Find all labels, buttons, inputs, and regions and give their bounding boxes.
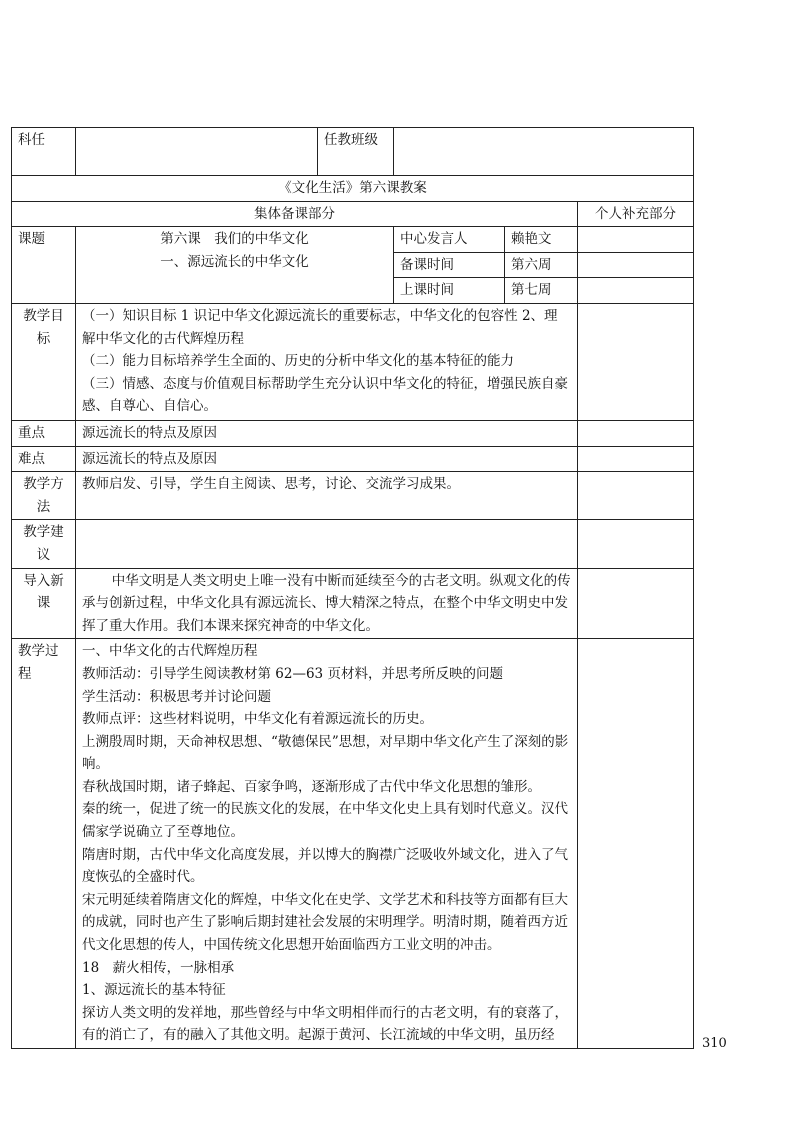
suggestion-label: 教学建议	[12, 520, 76, 568]
process-qin-han: 秦的统一，促进了统一的民族文化的发展，在中华文化史上具有划时代意义。汉代儒家学说确立了至尊地位。	[82, 801, 568, 841]
collective-section-heading: 集体备课部分	[12, 201, 578, 227]
personal-cell-class-time	[578, 278, 694, 304]
process-heading: 一、中华文化的古代辉煌历程	[82, 643, 258, 660]
process-label: 教学过程	[12, 639, 76, 1049]
intro-content	[76, 568, 578, 639]
process-subheading: 18 薪火相传，一脉相承	[82, 959, 235, 976]
topic-cell	[76, 227, 394, 304]
goal-knowledge: （一）知识目标 1 识记中华文化源远流长的重要标志，中华文化的包容性 2、理解中华文化的古代辉煌历程	[82, 307, 558, 347]
goal-attitude: （三）情感、态度与价值观目标帮助学生充分认识中华文化的特征，增强民族自豪感、自尊心、自信心。	[82, 375, 568, 415]
topic-line-1: 第六课 我们的中华文化	[160, 231, 309, 248]
process-feature-heading: 1、源远流长的基本特征	[82, 982, 226, 999]
personal-cell-method	[578, 472, 694, 520]
class-value	[394, 128, 694, 176]
teacher-value	[76, 128, 318, 176]
key-point-label: 重点	[12, 420, 76, 446]
goals-content	[76, 303, 578, 420]
personal-cell-intro	[578, 568, 694, 639]
lesson-plan-table	[11, 127, 694, 1049]
process-content	[76, 639, 578, 1049]
key-point-value: 源远流长的特点及原因	[76, 420, 578, 446]
prep-time-label: 备课时间	[394, 252, 505, 278]
intro-text: 中华文明是人类文明史上唯一没有中断而延续至今的古老文明。纵观文化的传承与创新过程，中华文化具有源远流长、博大精深之特点，在整个中华文明史中发挥了重大作用。我们本课来探究神奇的中华文化。	[82, 572, 571, 634]
header-row	[12, 128, 694, 176]
process-song-yuan-ming: 宋元明延续着隋唐文化的辉煌，中华文化在史学、文学艺术和科技等方面都有巨大的成就，同时也产生了影响后期封建社会发展的宋明理学。明清时期，随着西方近代文化思想的传人，中国传统文化思想开始面临西方工业文明的冲击。	[82, 891, 568, 954]
difficulty-label: 难点	[12, 446, 76, 472]
teacher-label: 科任	[12, 128, 76, 176]
difficulty-value: 源远流长的特点及原因	[76, 446, 578, 472]
suggestion-value	[76, 520, 578, 568]
method-label: 教学方法	[12, 472, 76, 520]
class-time-value: 第七周	[505, 278, 578, 304]
personal-cell-speaker	[578, 227, 694, 253]
personal-cell-key-point	[578, 420, 694, 446]
teacher-comment: 教师点评：这些材料说明，中华文化有着源远流长的历史。	[82, 711, 433, 728]
method-value: 教师启发、引导，学生自主阅读、思考，讨论、交流学习成果。	[76, 472, 578, 520]
goals-label: 教学目标	[12, 303, 76, 420]
class-time-label: 上课时间	[394, 278, 505, 304]
topic-line-2: 一、源远流长的中华文化	[160, 253, 309, 270]
personal-cell-process	[578, 639, 694, 1049]
personal-cell-difficulty	[578, 446, 694, 472]
intro-label: 导入新课	[12, 568, 76, 639]
class-label: 任教班级	[318, 128, 394, 176]
process-sui-tang: 隋唐时期，古代中华文化高度发展，并以博大的胸襟广泛吸收外域文化，进入了气度恢弘的全盛时代。	[82, 846, 568, 886]
speaker-value: 赖艳文	[505, 227, 578, 253]
page-number: 310	[702, 1036, 727, 1051]
personal-cell-prep	[578, 252, 694, 278]
process-civilization-text: 探访人类文明的发祥地，那些曾经与中华文明相伴而行的古老文明，有的衰落了，有的消亡了，有的融入了其他文明。起源于黄河、长江流域的中华文明，虽历经	[82, 1004, 568, 1044]
personal-cell-suggestion	[578, 520, 694, 568]
topic-label: 课题	[12, 227, 76, 304]
teacher-activity: 教师活动：引导学生阅读教材第 62—63 页材料，并思考所反映的问题	[82, 665, 503, 682]
process-spring-autumn: 春秋战国时期，诸子蜂起、百家争鸣，逐渐形成了古代中华文化思想的雏形。	[82, 778, 541, 795]
prep-time-value: 第六周	[505, 252, 578, 278]
process-yin-zhou: 上溯殷周时期，天命神权思想、“敬德保民”思想，对早期中华文化产生了深刻的影响。	[82, 733, 569, 773]
student-activity: 学生活动：积极思考并讨论问题	[82, 688, 271, 705]
personal-cell-goals	[578, 303, 694, 420]
plan-title: 《文化生活》第六课教案	[12, 176, 694, 202]
personal-section-heading: 个人补充部分	[578, 201, 694, 227]
speaker-label: 中心发言人	[394, 227, 505, 253]
goal-ability: （二）能力目标培养学生全面的、历史的分析中华文化的基本特征的能力	[82, 353, 514, 370]
